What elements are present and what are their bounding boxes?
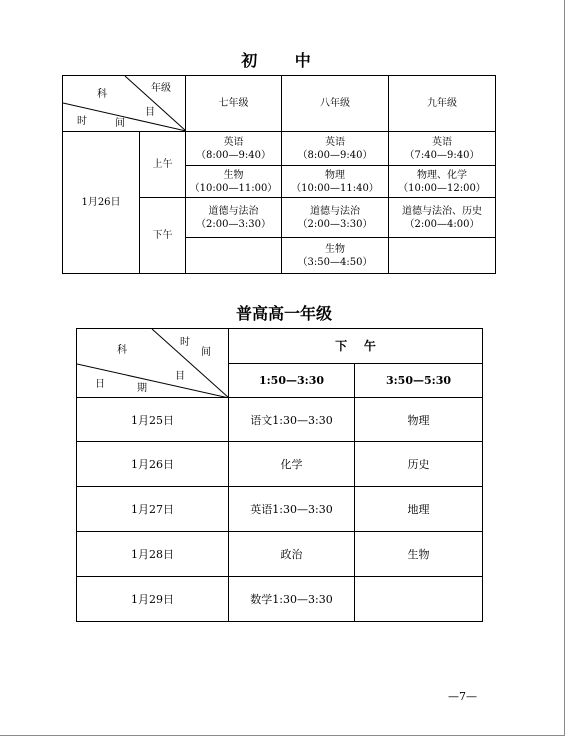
subject: 英语 (223, 136, 244, 148)
subject: 道德与法治、历史 (402, 205, 482, 217)
exam-cell: 历史 (355, 442, 483, 487)
page-number: —7— (448, 690, 477, 703)
time: （8:00—9:40） (297, 149, 373, 161)
corner-label-subject-2: 目 (175, 371, 185, 382)
exam-cell: 英语1:30—3:30 (229, 487, 355, 532)
senior-high-schedule-table (76, 328, 483, 622)
exam-cell: 物理 (355, 398, 483, 442)
exam-cell (282, 132, 389, 166)
corner-label-date-2: 期 (137, 383, 147, 394)
time: （10:00—12:00） (398, 182, 486, 194)
exam-cell: 政治 (229, 532, 355, 577)
exam-cell-empty (389, 238, 496, 274)
subject: 物理、化学 (417, 169, 467, 181)
corner-label-subject-1: 科 (97, 89, 107, 100)
corner-label-time-1: 时 (180, 337, 190, 348)
morning-label: 上午 (140, 132, 186, 198)
exam-cell (282, 198, 389, 238)
subject: 道德与法治 (208, 205, 259, 217)
afternoon-label: 下午 (140, 198, 186, 274)
corner-label-subject-2: 目 (145, 107, 155, 118)
exam-cell: 地理 (355, 487, 483, 532)
exam-cell (186, 166, 282, 198)
grade8-header: 八年级 (282, 76, 389, 132)
junior-high-title: 初 中 (241, 51, 327, 70)
subject: 物理 (325, 169, 345, 181)
time: （10:00—11:40） (291, 182, 379, 194)
slot2-header: 3:50—5:30 (355, 363, 483, 398)
exam-cell: 化学 (229, 442, 355, 487)
corner-label-grade: 年级 (151, 83, 171, 94)
time: （7:40—9:40） (404, 149, 480, 161)
exam-cell (389, 166, 496, 198)
date-cell: 1月25日 (77, 398, 229, 442)
senior-high-title: 普高高一年级 (235, 304, 332, 323)
exam-cell-empty (355, 577, 483, 622)
exam-cell-empty (186, 238, 282, 274)
time: （3:50—4:50） (297, 256, 373, 268)
exam-cell (282, 166, 389, 198)
exam-cell: 数学1:30—3:30 (229, 577, 355, 622)
subject: 英语 (432, 136, 452, 148)
date-cell: 1月29日 (77, 577, 229, 622)
time: （2:00—4:00） (404, 218, 480, 230)
subject: 道德与法治 (310, 205, 360, 217)
grade7-header: 七年级 (186, 76, 282, 132)
date-cell: 1月26日 (77, 442, 229, 487)
exam-cell (186, 198, 282, 238)
corner-label-time-2: 间 (201, 347, 211, 358)
exam-cell: 生物 (355, 532, 483, 577)
date-cell: 1月26日 (63, 132, 140, 274)
exam-cell (389, 132, 496, 166)
exam-cell (282, 238, 389, 274)
afternoon-header: 下 午 (229, 329, 483, 364)
table-corner-header (77, 329, 229, 398)
subject: 生物 (223, 169, 244, 181)
time: （10:00—11:00） (189, 182, 278, 194)
subject: 英语 (325, 136, 345, 148)
time: （2:00—3:30） (297, 218, 373, 230)
time: （2:00—3:30） (196, 218, 271, 230)
exam-cell (389, 198, 496, 238)
corner-label-time-1: 时 (77, 116, 87, 127)
time: （8:00—9:40） (196, 149, 271, 161)
slot1-header: 1:50—3:30 (229, 363, 355, 398)
exam-cell: 语文1:30—3:30 (229, 398, 355, 442)
grade9-header: 九年级 (389, 76, 496, 132)
table-corner-header (63, 76, 186, 132)
subject: 生物 (325, 243, 345, 255)
corner-label-time-2: 间 (115, 118, 125, 129)
corner-label-date-1: 日 (95, 379, 105, 390)
date-cell: 1月27日 (77, 487, 229, 532)
junior-high-schedule-table (62, 75, 496, 274)
date-cell: 1月28日 (77, 532, 229, 577)
exam-cell (186, 132, 282, 166)
corner-label-subject-1: 科 (117, 345, 127, 356)
